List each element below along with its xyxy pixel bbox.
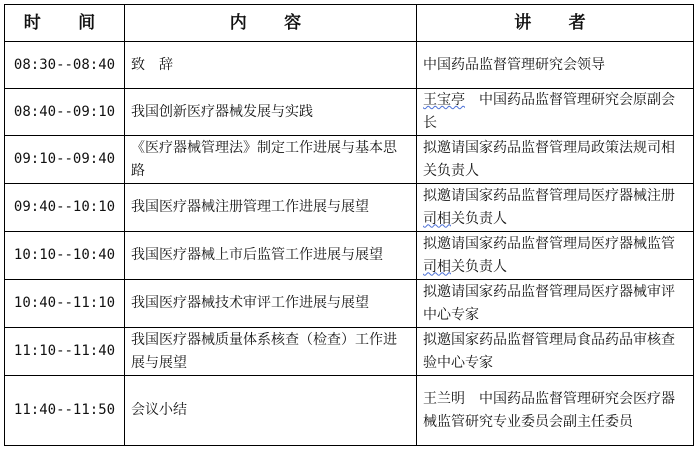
table-row [5, 136, 694, 184]
row-speaker [417, 89, 694, 136]
speaker-text-b: 关负责人 [451, 210, 507, 227]
row-speaker: 王兰明 中国药品监督管理研究会医疗器械监管研究专业委员会副主任委员 [417, 376, 694, 446]
table-row [5, 42, 694, 89]
row-speaker: 中国药品监督管理研究会领导 [417, 42, 694, 89]
row-content: 我国医疗器械注册管理工作进展与展望 [125, 184, 417, 232]
row-speaker: 拟邀请国家药品监督管理局政策法规司相关负责人 [417, 136, 694, 184]
speaker-title: 中国药品监督管理研究会原副会长 [423, 92, 675, 131]
header-time: 时 间 [5, 5, 125, 42]
row-speaker: 拟邀国家药品监督管理局食品药品审核查验中心专家 [417, 328, 694, 376]
speaker-name: 王宝亭 [423, 92, 465, 108]
row-speaker: 拟邀请国家药品监督管理局医疗器械审评中心专家 [417, 280, 694, 328]
row-time: 11:10--11:40 [5, 328, 125, 376]
row-time: 10:40--11:10 [5, 280, 125, 328]
table-row [5, 89, 694, 136]
row-time: 08:30--08:40 [5, 42, 125, 89]
row-content: 我国创新医疗器械发展与实践 [125, 89, 417, 136]
row-speaker [417, 184, 694, 232]
row-time: 08:40--09:10 [5, 89, 125, 136]
agenda-table [4, 4, 694, 446]
row-speaker [417, 232, 694, 280]
speaker-text-a: 拟邀请国家药品监督管理局医疗器械监管 [423, 235, 675, 252]
speaker-text-wavy: 司相 [423, 258, 451, 275]
row-content: 会议小结 [125, 376, 417, 446]
speaker-text-wavy: 司相 [423, 210, 451, 227]
speaker-text-b: 关负责人 [451, 258, 507, 275]
header-row [5, 5, 694, 42]
table-row [5, 376, 694, 446]
table-row [5, 280, 694, 328]
table-row [5, 184, 694, 232]
row-content: 我国医疗器械技术审评工作进展与展望 [125, 280, 417, 328]
row-time: 10:10--10:40 [5, 232, 125, 280]
row-content: 我国医疗器械上市后监管工作进展与展望 [125, 232, 417, 280]
row-time: 09:10--09:40 [5, 136, 125, 184]
row-content: 我国医疗器械质量体系核查（检查）工作进展与展望 [125, 328, 417, 376]
speaker-text-a: 拟邀请国家药品监督管理局医疗器械注册 [423, 187, 675, 204]
header-speaker: 讲 者 [417, 5, 694, 42]
table-row [5, 232, 694, 280]
row-time: 11:40--11:50 [5, 376, 125, 446]
row-content: 《医疗器械管理法》制定工作进展与基本思路 [125, 136, 417, 184]
row-time: 09:40--10:10 [5, 184, 125, 232]
header-content: 内 容 [125, 5, 417, 42]
row-content: 致 辞 [125, 42, 417, 89]
table-row [5, 328, 694, 376]
